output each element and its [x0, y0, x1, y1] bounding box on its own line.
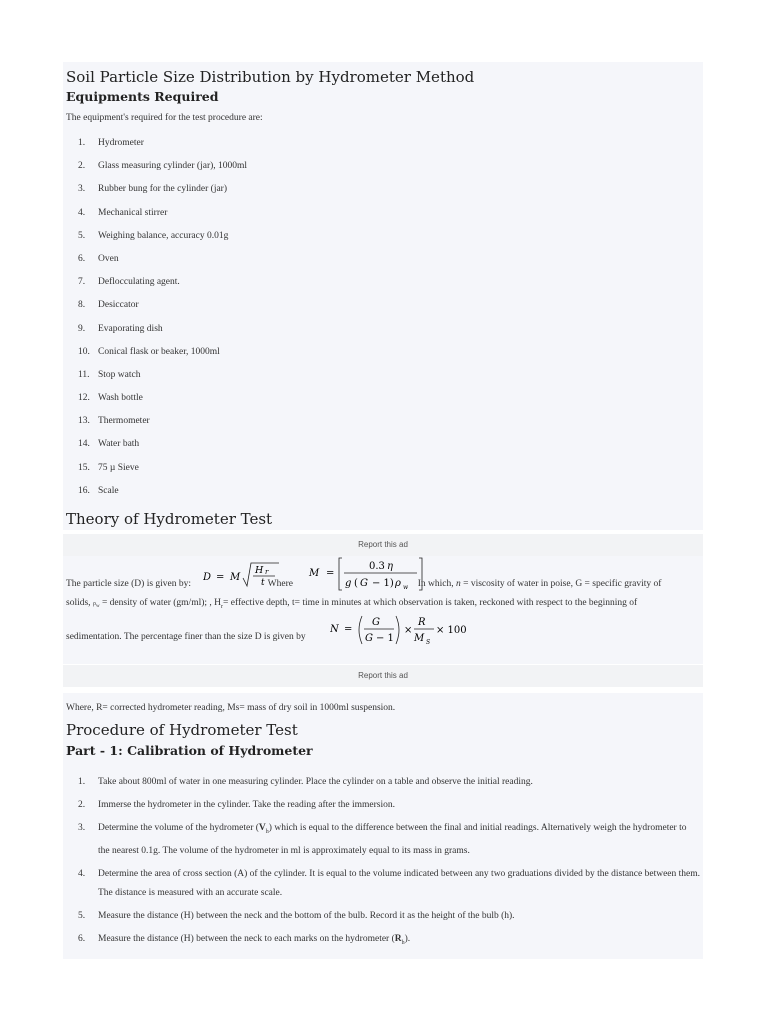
list-item: Weighing balance, accuracy 0.01g — [98, 230, 229, 241]
svg-text:ρ: ρ — [395, 578, 401, 589]
svg-text:(: ( — [354, 578, 358, 589]
step-text: Measure the distance (H) between the neck to each marks on the hydrometer ( — [98, 933, 395, 944]
svg-text:=: = — [326, 568, 335, 579]
list-item: Evaporating dish — [98, 323, 163, 334]
svg-text:M: M — [309, 568, 320, 579]
svg-text:0.3: 0.3 — [369, 561, 385, 572]
svg-text:H: H — [255, 565, 264, 576]
list-item: Determine the volume of the hydrometer $(V_h)$ which is equal to the difference between the final and initial readings. Alternatively weigh the hydrometer to the nearest 0.1g. The volume of the hydrometer in ml is approximately equal to its mass in grams. — [98, 823, 687, 856]
svg-text:w: w — [403, 584, 409, 591]
svg-text:S: S — [426, 639, 431, 646]
svg-text:− 1: − 1 — [376, 633, 394, 644]
svg-text:M: M — [414, 633, 425, 644]
svg-text:G: G — [360, 578, 368, 589]
svg-text:=: = — [216, 572, 225, 583]
svg-text:G: G — [365, 633, 373, 644]
svg-text:− 1): − 1) — [372, 578, 394, 589]
list-item: Wash bottle — [98, 393, 143, 404]
theory-text-1: The particle size (D) is given by: — [66, 579, 192, 589]
list-item: Hydrometer — [98, 138, 144, 148]
list-item: Deflocculating agent. — [98, 277, 180, 288]
theory-text-8: sedimentation. The percentage finer than the size D is given by — [66, 632, 306, 642]
theory-text-7: = effective depth, t= time in minutes at which observation is taken, reckoned with respect to the beginning of — [223, 598, 638, 608]
list-item: Desiccator — [98, 300, 139, 311]
procedure-section — [63, 693, 703, 959]
equation-percent-finer — [330, 614, 470, 646]
list-item: Oven — [98, 253, 119, 264]
equipments-intro: The equipment's required for the test procedure are: — [66, 113, 263, 123]
step-text: ). — [404, 933, 411, 944]
equipments-heading: Equipments Required — [66, 89, 219, 104]
svg-text:g: g — [345, 578, 352, 589]
theory-block — [63, 556, 703, 664]
list-item: 75 µ Sieve — [98, 462, 139, 473]
report-ad-link-2[interactable]: Report this ad — [63, 665, 703, 687]
svg-text:=: = — [344, 624, 353, 635]
theory-heading: Theory of Hydrometer Test — [66, 510, 273, 528]
list-item: Take about 800ml of water in one measuring cylinder. Place the cylinder on a table and observe the initial reading. — [98, 777, 533, 787]
list-item: Thermometer — [98, 416, 150, 427]
svg-text:t: t — [261, 578, 265, 588]
theory-line-1 — [66, 575, 661, 594]
list-item: Glass measuring cylinder (jar), 1000ml — [98, 161, 248, 172]
svg-text:N: N — [330, 624, 339, 635]
equipment-section — [63, 62, 703, 530]
svg-text:η: η — [387, 561, 393, 572]
step-text: Determine the volume of the hydrometer ( — [98, 823, 259, 833]
list-item: Conical flask or beaker, 1000ml — [98, 346, 220, 357]
procedure-heading: Procedure of Hydrometer Test — [66, 721, 298, 739]
list-item: Scale — [98, 485, 119, 496]
list-item: Water bath — [98, 439, 140, 450]
svg-text:M: M — [230, 572, 241, 583]
svg-text:×: × — [404, 625, 413, 636]
theory-text-2: Where — [267, 579, 293, 589]
eta-symbol: n — [455, 579, 461, 589]
list-item: Measure the distance (H) between the neck to each marks on the hydrometer $(R_h)$. — [98, 933, 411, 946]
article — [63, 62, 703, 959]
page-title: Soil Particle Size Distribution by Hydrometer Method — [66, 68, 475, 86]
list-item: Stop watch — [98, 369, 141, 380]
where-text: Where, R= corrected hydrometer reading, Ms= mass of dry soil in 1000ml suspension. — [66, 703, 396, 713]
procedure-list — [66, 773, 700, 953]
svg-text:× 100: × 100 — [436, 625, 467, 636]
theory-text-4: = viscosity of water in poise, G = specific gravity of — [463, 579, 662, 589]
theory-text-5: solids, — [66, 598, 91, 608]
theory-line-3 — [66, 628, 306, 647]
list-item: Rubber bung for the cylinder (jar) — [98, 184, 227, 195]
list-item: Determine the area of cross section (A) of the cylinder. It is equal to the volume indicated between any two graduations divided by the distance between them. The distance is measured with an accurate scale. — [98, 868, 700, 898]
theory-text-6: = density of water (gm/ml); , H — [101, 598, 222, 608]
svg-text:D: D — [203, 572, 212, 583]
theory-text-3: In which, — [417, 579, 454, 589]
theory-line-2: solids, $\rho_w$ = density of water (gm/ml); , $H_r=$ effective depth, t= time in minutes at which observation is taken, reckoned with respect to the beginning of — [66, 598, 638, 610]
list-item: Immerse the hydrometer in the cylinder. Take the reading after the immersion. — [98, 800, 395, 810]
list-item: Measure the distance (H) between the neck and the bottom of the bulb. Record it as the height of the bulb (h). — [98, 910, 515, 921]
equipment-list — [66, 136, 700, 508]
v-symbol: V — [258, 823, 266, 833]
report-ad-link[interactable]: Report this ad — [63, 534, 703, 556]
part1-heading: Part - 1: Calibration of Hydrometer — [66, 743, 313, 758]
svg-text:R: R — [418, 617, 426, 628]
svg-text:r: r — [265, 568, 269, 576]
r-symbol: R — [394, 933, 402, 944]
step-text: ) which is equal to the difference between the final and initial readings. Alternatively weigh the hydrometer to the nearest 0.1g. The volume of the hydrometer in ml is approximately equal to its mass in grams. — [98, 823, 687, 856]
svg-text:G: G — [372, 617, 380, 628]
list-item: Mechanical stirrer — [98, 207, 168, 218]
